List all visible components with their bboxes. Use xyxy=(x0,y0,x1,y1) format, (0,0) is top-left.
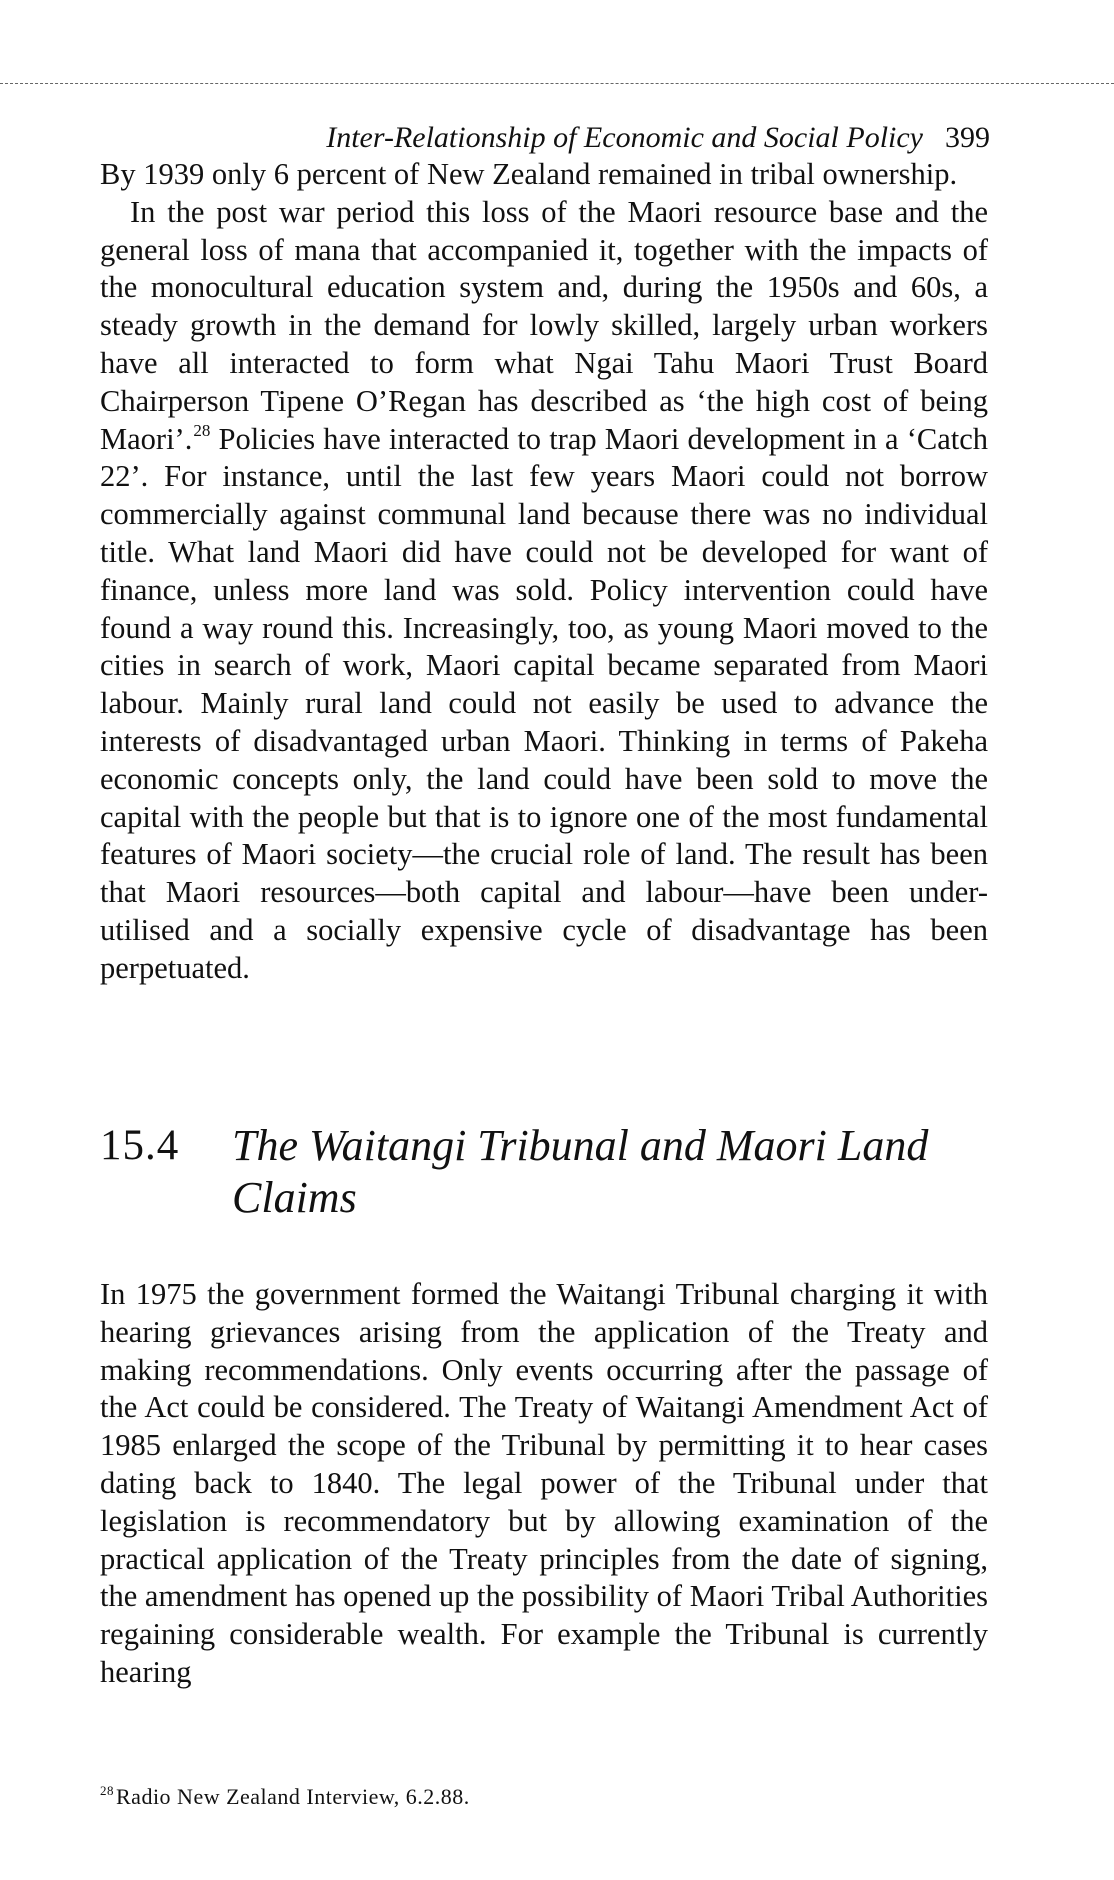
footnote-reference[interactable]: 28 xyxy=(193,420,211,440)
paragraph-3: In 1975 the government formed the Waitangi Tribunal charging it with hearing grievances arising from the application of the Treaty and making recommendations. Only events occurring after the passage of the Act could be considered. The Treaty of Waitangi Amendment Act of 1985 enlarged the scope of the Tribunal by permitting it to hear cases dating back to 1840. The legal power of the Tribunal under that legislation is recommendatory but by allowing examination of the practical application of the Treaty principles from the date of signing, the amendment has opened up the possibility of Maori Tribal Authorities regaining considerable wealth. For example the Tribunal is currently hearing xyxy=(100,1277,988,1689)
paragraph-2 xyxy=(100,194,988,988)
footnote-mark: 28 xyxy=(100,1783,114,1798)
section-number: 15.4 xyxy=(100,1122,180,1169)
section-title: The Waitangi Tribunal and Maori Land Claims xyxy=(232,1121,929,1222)
footnote xyxy=(100,1782,988,1812)
running-title: Inter-Relationship of Economic and Social Policy xyxy=(326,121,923,154)
running-header xyxy=(100,118,990,158)
body-section-b xyxy=(100,1276,988,1692)
paragraph-2-text-end: Policies have interacted to trap Maori development in a ‘Catch 22’. For instance, until the last few years Maori could not borrow commercially against communal land because there was no individual title. What land Maori did have could not be developed for want of finance, unless more land was sold. Policy intervention could have found a way round this. Increasingly, too, as young Maori moved to the cities in search of work, Maori capital became separated from Maori labour. Mainly rural land could not easily be used to advance the interests of disadvantaged urban Maori. Thinking in terms of Pakeha economic concepts only, the land could have been sold to move the capital with the people but that is to ignore one of the most fundamental features of Maori society—the crucial role of land. The result has been that Maori resources—both capital and labour—have been under-utilised and a socially expensive cycle of disadvantage has been perpetuated. xyxy=(100,421,988,985)
footnote-text: Radio New Zealand Interview, 6.2.88. xyxy=(116,1784,470,1809)
section-heading xyxy=(100,1120,988,1230)
top-rule xyxy=(0,83,1114,84)
paragraph-1: By 1939 only 6 percent of New Zealand remained in tribal ownership. xyxy=(100,157,958,191)
paragraph-2-text-start: In the post war period this loss of the Maori resource base and the general loss of mana that accompanied it, together with the impacts of the monocultural education system and, during the 1950s and 60s, a steady growth in the demand for lowly skilled, largely urban workers have all interacted to form what Ngai Tahu Maori Trust Board Chairperson Tipene O’Regan has described as ‘the high cost of being Maori’. xyxy=(100,194,988,456)
page-number: 399 xyxy=(945,121,990,154)
body-section-a xyxy=(100,156,988,988)
